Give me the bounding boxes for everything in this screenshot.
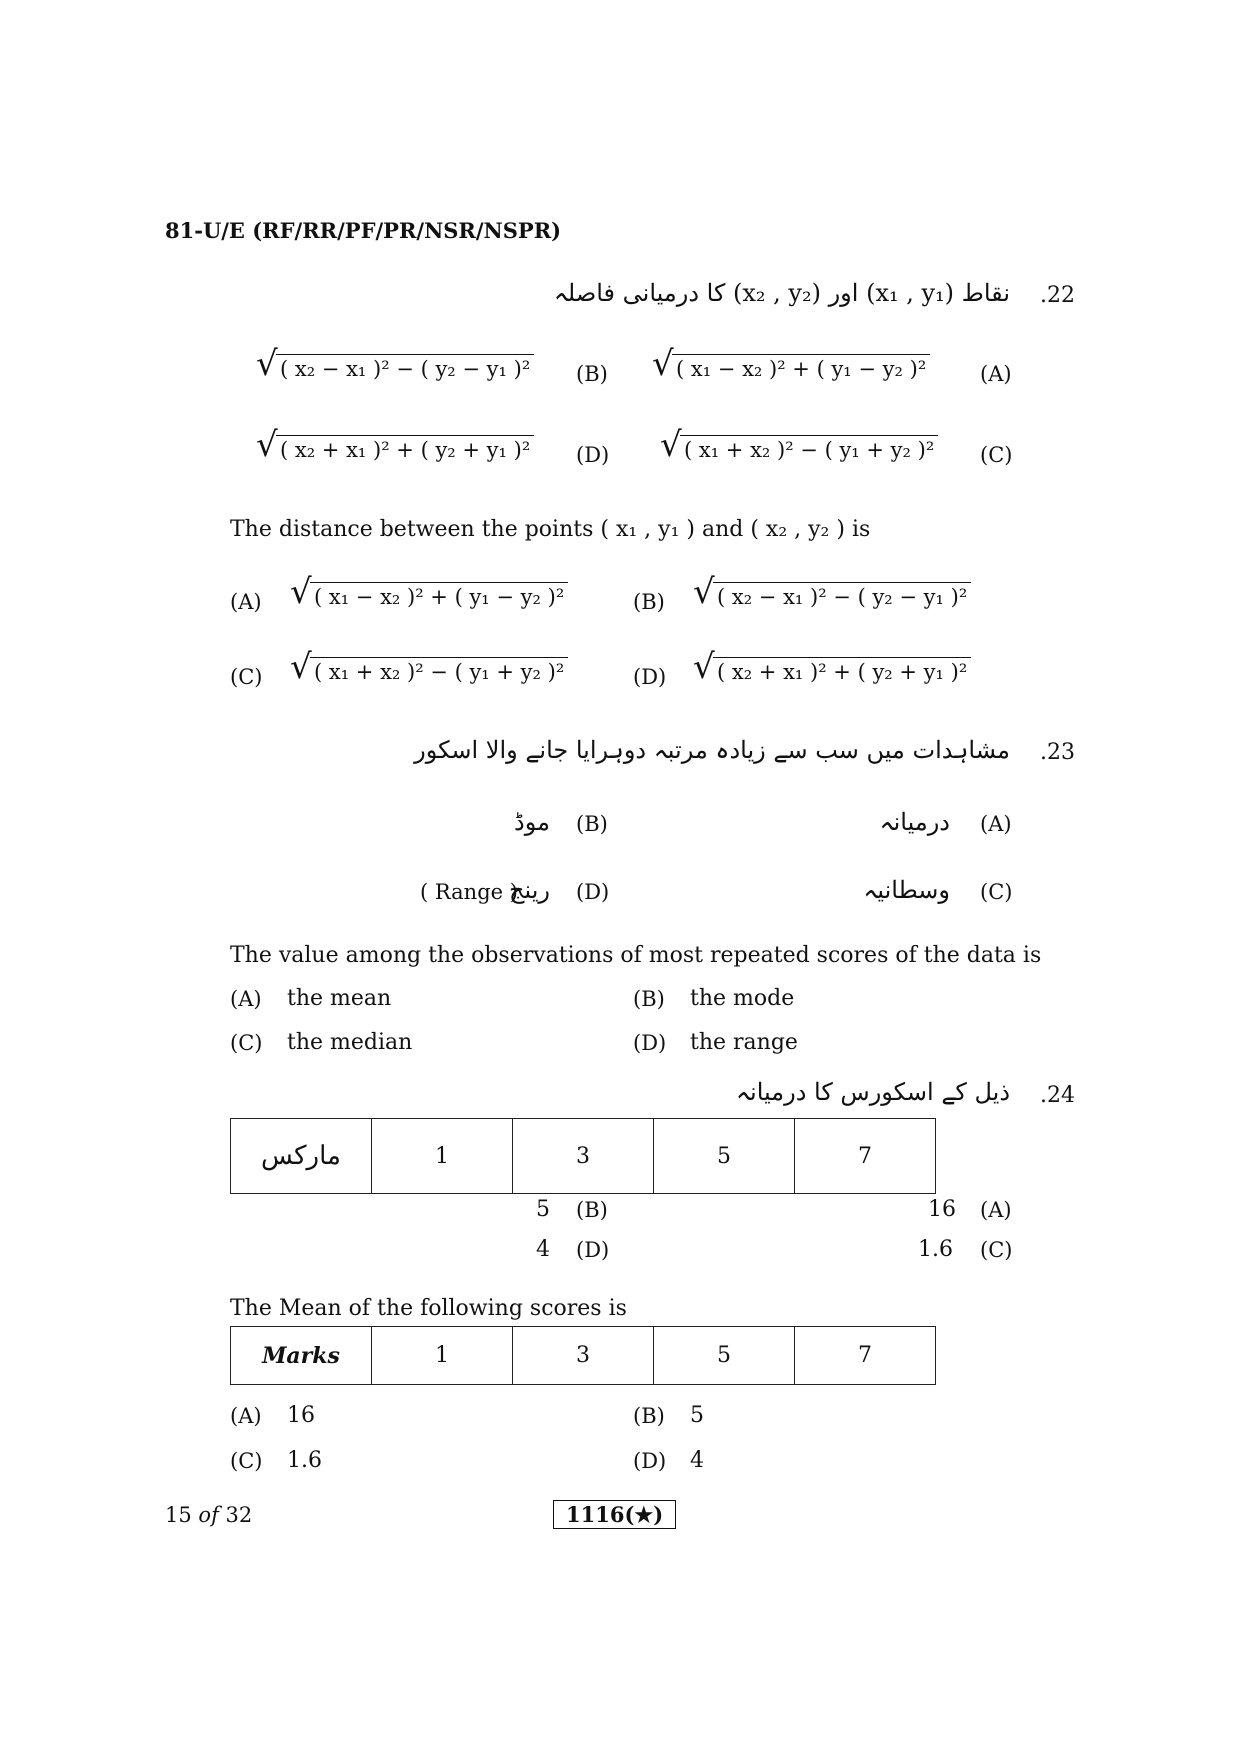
q24-urdu-label-c: (C)	[980, 1238, 1013, 1262]
q23-urdu-question: مشاہدات میں سب سے زیادہ مرتبہ دوہرایا جانے والا اسکور	[414, 736, 1010, 764]
q24-option-a: 16	[287, 1403, 315, 1428]
q23-urdu-label-b: (B)	[576, 812, 608, 836]
q24-label-c: (C)	[230, 1449, 263, 1473]
q23-option-d: the range	[690, 1030, 798, 1055]
table-cell: 3	[513, 1327, 654, 1385]
table-cell: 7	[795, 1119, 936, 1194]
paper-code: 81-U/E (RF/RR/PF/PR/NSR/NSPR)	[165, 218, 562, 243]
q22-number: .22	[1040, 283, 1075, 308]
q22-option-d: √ ( x₂ + x₁ )² + ( y₂ + y₁ )²	[693, 657, 971, 684]
q23-label-b: (B)	[633, 987, 665, 1011]
q24-urdu-option-c: 1.6	[918, 1237, 953, 1262]
q24-option-c: 1.6	[287, 1448, 322, 1473]
table-cell: 3	[513, 1119, 654, 1194]
q24-urdu-label-b: (B)	[576, 1198, 608, 1222]
q22-urdu-label-d: (D)	[576, 443, 610, 467]
table-cell: 5	[654, 1327, 795, 1385]
q23-urdu-option-b: موڈ	[514, 808, 550, 836]
q22-option-c: √ ( x₁ + x₂ )² − ( y₁ + y₂ )²	[290, 657, 568, 684]
q24-label-a: (A)	[230, 1404, 262, 1428]
q24-urdu-table-header: مارکس	[231, 1119, 372, 1194]
q22-urdu-question: نقاط (x₁ , y₁) اور (x₂ , y₂) کا درمیانی فاصلہ	[553, 279, 1010, 307]
q22-urdu-option-d: √ ( x₂ + x₁ )² + ( y₂ + y₁ )²	[256, 435, 534, 462]
table-cell: 7	[795, 1327, 936, 1385]
q24-english-question: The Mean of the following scores is	[230, 1296, 627, 1321]
q23-urdu-option-d: رینج	[508, 876, 550, 904]
q24-english-table-header: Marks	[231, 1327, 372, 1385]
q24-label-b: (B)	[633, 1404, 665, 1428]
q22-option-b: √ ( x₂ − x₁ )² − ( y₂ − y₁ )²	[693, 582, 971, 609]
q22-urdu-option-b: √ ( x₂ − x₁ )² − ( y₂ − y₁ )²	[256, 354, 534, 381]
q24-english-table	[230, 1326, 936, 1385]
q23-urdu-option-d-range: ( Range )	[420, 880, 518, 904]
q23-urdu-option-a: درمیانہ	[879, 808, 950, 836]
q24-option-d: 4	[690, 1448, 704, 1473]
booklet-code: 1116(★)	[553, 1500, 676, 1529]
q24-urdu-question: ذیل کے اسکورس کا درمیانہ	[735, 1078, 1010, 1106]
q24-option-b: 5	[690, 1403, 704, 1428]
q22-option-a: √ ( x₁ − x₂ )² + ( y₁ − y₂ )²	[290, 582, 568, 609]
table-cell: 5	[654, 1119, 795, 1194]
q24-urdu-label-a: (A)	[980, 1198, 1012, 1222]
table-cell: 1	[372, 1119, 513, 1194]
q23-option-a: the mean	[287, 986, 392, 1011]
page-number: 15 of 32	[165, 1503, 253, 1527]
q23-english-question: The value among the observations of most repeated scores of the data is	[230, 943, 1042, 968]
q22-urdu-option-c: √ ( x₁ + x₂ )² − ( y₁ + y₂ )²	[660, 435, 938, 462]
q24-urdu-option-a: 16	[928, 1197, 956, 1222]
q22-label-b: (B)	[633, 590, 665, 614]
q22-label-a: (A)	[230, 590, 262, 614]
q24-urdu-label-d: (D)	[576, 1238, 610, 1262]
q23-label-a: (A)	[230, 987, 262, 1011]
q24-label-d: (D)	[633, 1449, 667, 1473]
q23-label-c: (C)	[230, 1031, 263, 1055]
q22-english-question: The distance between the points ( x₁ , y₁ ) and ( x₂ , y₂ ) is	[230, 517, 871, 542]
q24-number: .24	[1040, 1083, 1075, 1108]
q22-urdu-label-a: (A)	[980, 362, 1012, 386]
q23-number: .23	[1040, 740, 1075, 765]
q23-option-b: the mode	[690, 986, 795, 1011]
q23-option-c: the median	[287, 1030, 413, 1055]
q22-label-c: (C)	[230, 665, 263, 689]
q23-urdu-option-c: وسطانیہ	[863, 876, 950, 904]
q23-urdu-label-d: (D)	[576, 880, 610, 904]
q24-urdu-table	[230, 1118, 936, 1194]
q23-urdu-label-c: (C)	[980, 880, 1013, 904]
q23-label-d: (D)	[633, 1031, 667, 1055]
table-cell: 1	[372, 1327, 513, 1385]
q22-urdu-label-b: (B)	[576, 362, 608, 386]
q23-urdu-label-a: (A)	[980, 812, 1012, 836]
q24-urdu-option-b: 5	[536, 1197, 550, 1222]
q24-urdu-option-d: 4	[536, 1237, 550, 1262]
q22-urdu-label-c: (C)	[980, 443, 1013, 467]
q22-label-d: (D)	[633, 665, 667, 689]
q22-urdu-option-a: √ ( x₁ − x₂ )² + ( y₁ − y₂ )²	[652, 354, 930, 381]
